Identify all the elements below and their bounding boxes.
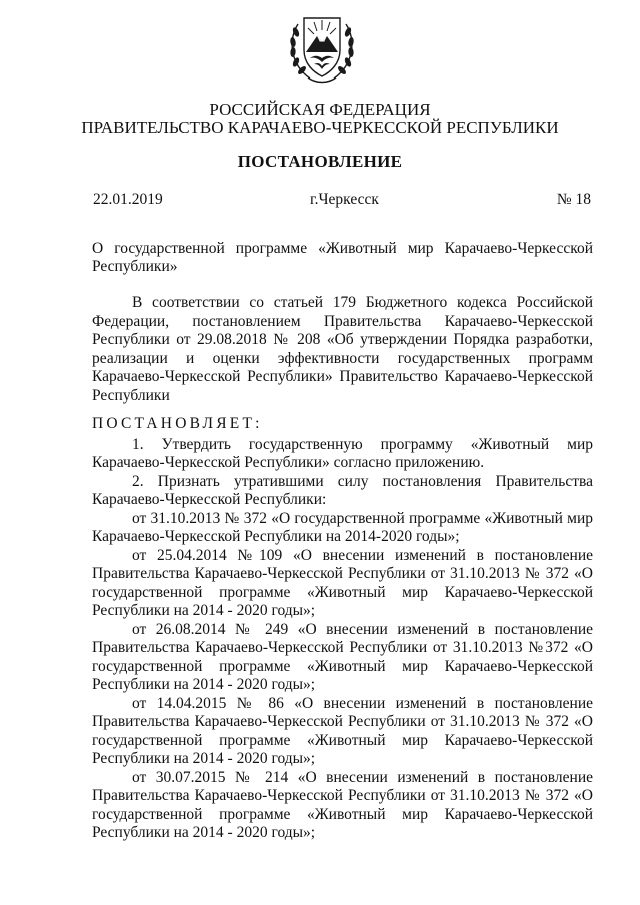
body-item: от 14.04.2015 № 86 «О внесении изменений в постановление Правительства Карачаево-Черкесской Республики от 31.10.2013 № 372 «О государственной программе «Животный мир Карачаево-Черкесской Республики на 2014 - 2020 годы»; (92, 694, 593, 767)
header-country: РОССИЙСКАЯ ФЕДЕРАЦИЯ (209, 100, 431, 119)
document-type-heading: ПОСТАНОВЛЕНИЕ (237, 152, 403, 171)
body-item: 1. Утвердить государственную программу «Животный мир Карачаево-Черкесской Республики» согласно приложению. (92, 435, 593, 471)
body-item: 2. Признать утратившими силу постановления Правительства Карачаево-Черкесской Республики: (92, 472, 593, 508)
document-meta-row (93, 190, 591, 210)
document-date: 22.01.2019 (93, 191, 163, 208)
body-item: от 25.04.2014 №109 «О внесении изменений в постановление Правительства Карачаево-Черкесской Республики от 31.10.2013 № 372 «О государственной программе «Животный мир Карачаево-Черкесской Республики на 2014 - 2020 годы»; (92, 546, 593, 619)
coat-of-arms-emblem-icon (284, 6, 360, 88)
body-item: от 26.08.2014 № 249 «О внесении изменений в постановление Правительства Карачаево-Черкесской Республики от 31.10.2013 №372 «О государственной программе «Животный мир Карачаево-Черкесской Республики на 2014 - 2020 годы»; (92, 620, 593, 693)
preamble-paragraph: В соответствии со статьей 179 Бюджетного кодекса Российской Федерации, постановлением Правительства Карачаево-Черкесской Республики от 29.08.2018 № 208 «Об утверждении Порядка разработки, реализации и оценки эффективности государственных программ Карачаево-Черкесской Республики» Правительство Карачаево-Черкесской Республики (92, 294, 593, 404)
document-title: О государственной программе «Животный мир Карачаево-Черкесской Республики» (92, 240, 593, 275)
decree-word: ПОСТАНОВЛЯЕТ: (92, 415, 263, 432)
body-item: от 30.07.2015 № 214 «О внесении изменений в постановление Правительства Карачаево-Черкесской Республики от 31.10.2013 № 372 «О государственной программе «Животный мир Карачаево-Черкесской Республики на 2014 - 2020 годы»; (92, 768, 593, 841)
body-item: от 31.10.2013 № 372 «О государственной программе «Животный мир Карачаево-Черкесской Республики на 2014-2020 годы»; (92, 509, 593, 545)
document-city: г.Черкесск (310, 191, 379, 208)
document-body (92, 294, 593, 843)
document-number: № 18 (556, 191, 591, 208)
header-government: ПРАВИТЕЛЬСТВО КАРАЧАЕВО-ЧЕРКЕССКОЙ РЕСПУБЛИКИ (81, 118, 559, 137)
